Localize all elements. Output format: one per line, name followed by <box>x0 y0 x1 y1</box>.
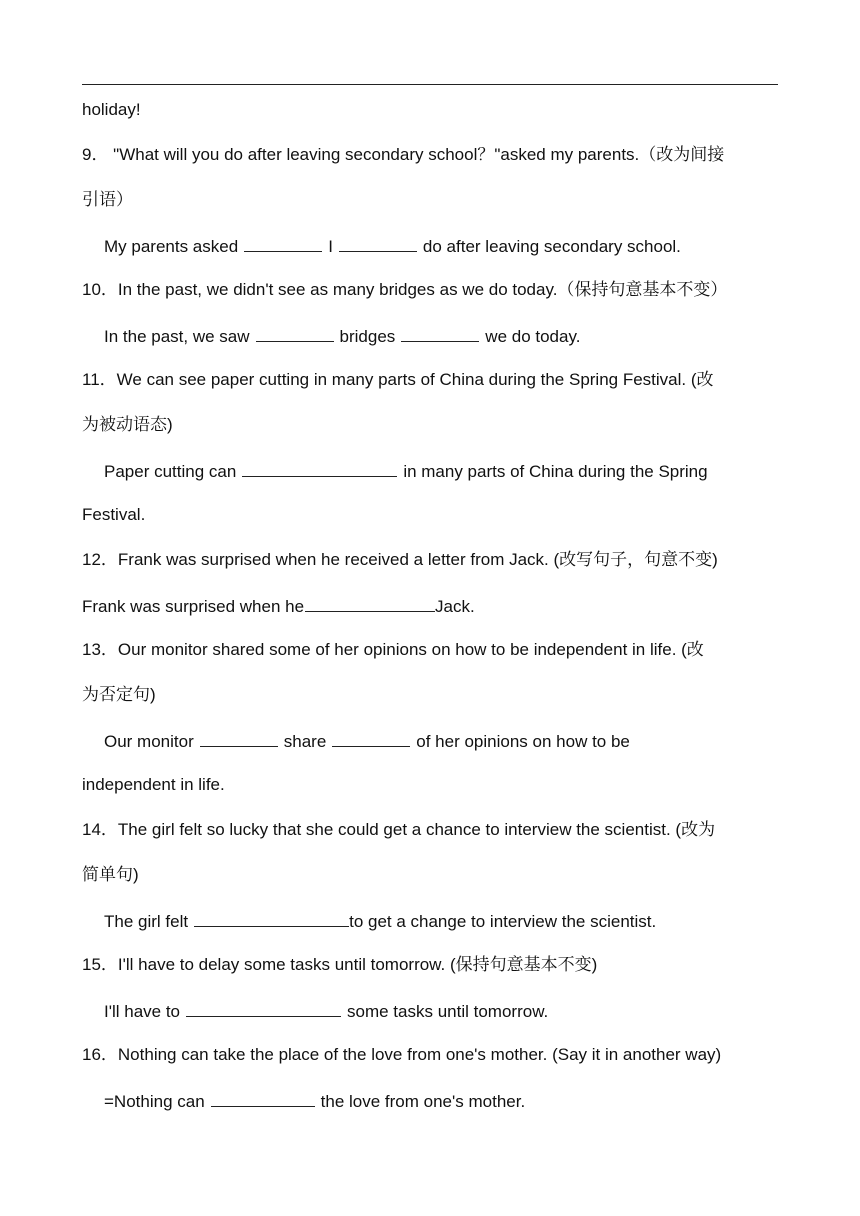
line-text: bridges <box>339 327 396 346</box>
line-text: Frank was surprised when he <box>82 597 305 616</box>
question-10 <box>82 278 782 302</box>
line-text: holiday! <box>82 100 141 119</box>
line-text: =Nothing can <box>104 1092 205 1111</box>
line-text: share <box>283 732 327 751</box>
question-11 <box>82 368 782 392</box>
answer-line-14 <box>104 908 804 932</box>
line-text: In the past, we saw <box>104 327 250 346</box>
line-text: 为被动语态) <box>82 415 173 434</box>
text-line <box>82 863 782 887</box>
text-line <box>82 773 782 797</box>
question-16 <box>82 1043 782 1067</box>
line-text: Our monitor <box>104 732 194 751</box>
line-text: independent in life. <box>82 775 225 794</box>
answer-line-11 <box>104 458 804 482</box>
line-text: the love from one's mother. <box>320 1092 526 1111</box>
line-text: 简单句) <box>82 865 139 884</box>
header-rule <box>82 84 778 85</box>
answer-line-15 <box>104 998 804 1022</box>
question-15 <box>82 953 782 977</box>
answer-blank[interactable] <box>339 233 417 252</box>
answer-blank[interactable] <box>305 593 435 612</box>
answer-line-13 <box>104 728 804 752</box>
text-line <box>82 98 782 122</box>
text-line <box>82 683 782 707</box>
question-12 <box>82 548 782 572</box>
line-text: do after leaving secondary school. <box>422 237 681 256</box>
answer-line-16 <box>104 1088 804 1112</box>
question-text: 15．I'll have to delay some tasks until tomorrow. (保持句意基本不变) <box>82 955 598 974</box>
answer-blank[interactable] <box>194 908 349 927</box>
line-text: in many parts of China during the Spring <box>403 462 708 481</box>
answer-blank[interactable] <box>200 728 278 747</box>
line-text: Jack. <box>435 597 475 616</box>
answer-blank[interactable] <box>332 728 410 747</box>
question-text: 16．Nothing can take the place of the love from one's mother. (Say it in another way) <box>82 1045 722 1064</box>
question-9 <box>82 143 782 167</box>
answer-blank[interactable] <box>242 458 397 477</box>
answer-line-9 <box>104 233 804 257</box>
line-text: Paper cutting can <box>104 462 237 481</box>
answer-blank[interactable] <box>256 323 334 342</box>
line-text: I'll have to <box>104 1002 181 1021</box>
text-line <box>82 413 782 437</box>
answer-line-10 <box>104 323 804 347</box>
question-text: 12．Frank was surprised when he received a letter from Jack. (改写句子，句意不变) <box>82 550 718 569</box>
question-text: 10．In the past, we didn't see as many bridges as we do today.（保持句意基本不变） <box>82 280 728 299</box>
answer-blank[interactable] <box>211 1088 315 1107</box>
question-13 <box>82 638 782 662</box>
line-text: Festival. <box>82 505 146 524</box>
answer-blank[interactable] <box>401 323 479 342</box>
line-text: I <box>328 237 333 256</box>
question-text: 9． "What will you do after leaving secondary school？"asked my parents.（改为间接 <box>82 145 725 164</box>
line-text: we do today. <box>485 327 581 346</box>
question-14 <box>82 818 782 842</box>
line-text: My parents asked <box>104 237 239 256</box>
text-line <box>82 503 782 527</box>
text-line <box>82 188 782 212</box>
line-text: 为否定句) <box>82 685 156 704</box>
line-text: to get a change to interview the scientist. <box>349 912 657 931</box>
line-text: some tasks until tomorrow. <box>347 1002 549 1021</box>
line-text: 引语） <box>82 190 133 209</box>
answer-blank[interactable] <box>186 998 341 1017</box>
answer-line-12 <box>82 593 782 617</box>
question-text: 13．Our monitor shared some of her opinions on how to be independent in life. (改 <box>82 640 704 659</box>
line-text: of her opinions on how to be <box>416 732 630 751</box>
line-text: The girl felt <box>104 912 189 931</box>
question-text: 14．The girl felt so lucky that she could get a chance to interview the scientist. (改为 <box>82 820 716 839</box>
answer-blank[interactable] <box>244 233 322 252</box>
question-text: 11．We can see paper cutting in many parts of China during the Spring Festival. (改 <box>82 370 714 389</box>
